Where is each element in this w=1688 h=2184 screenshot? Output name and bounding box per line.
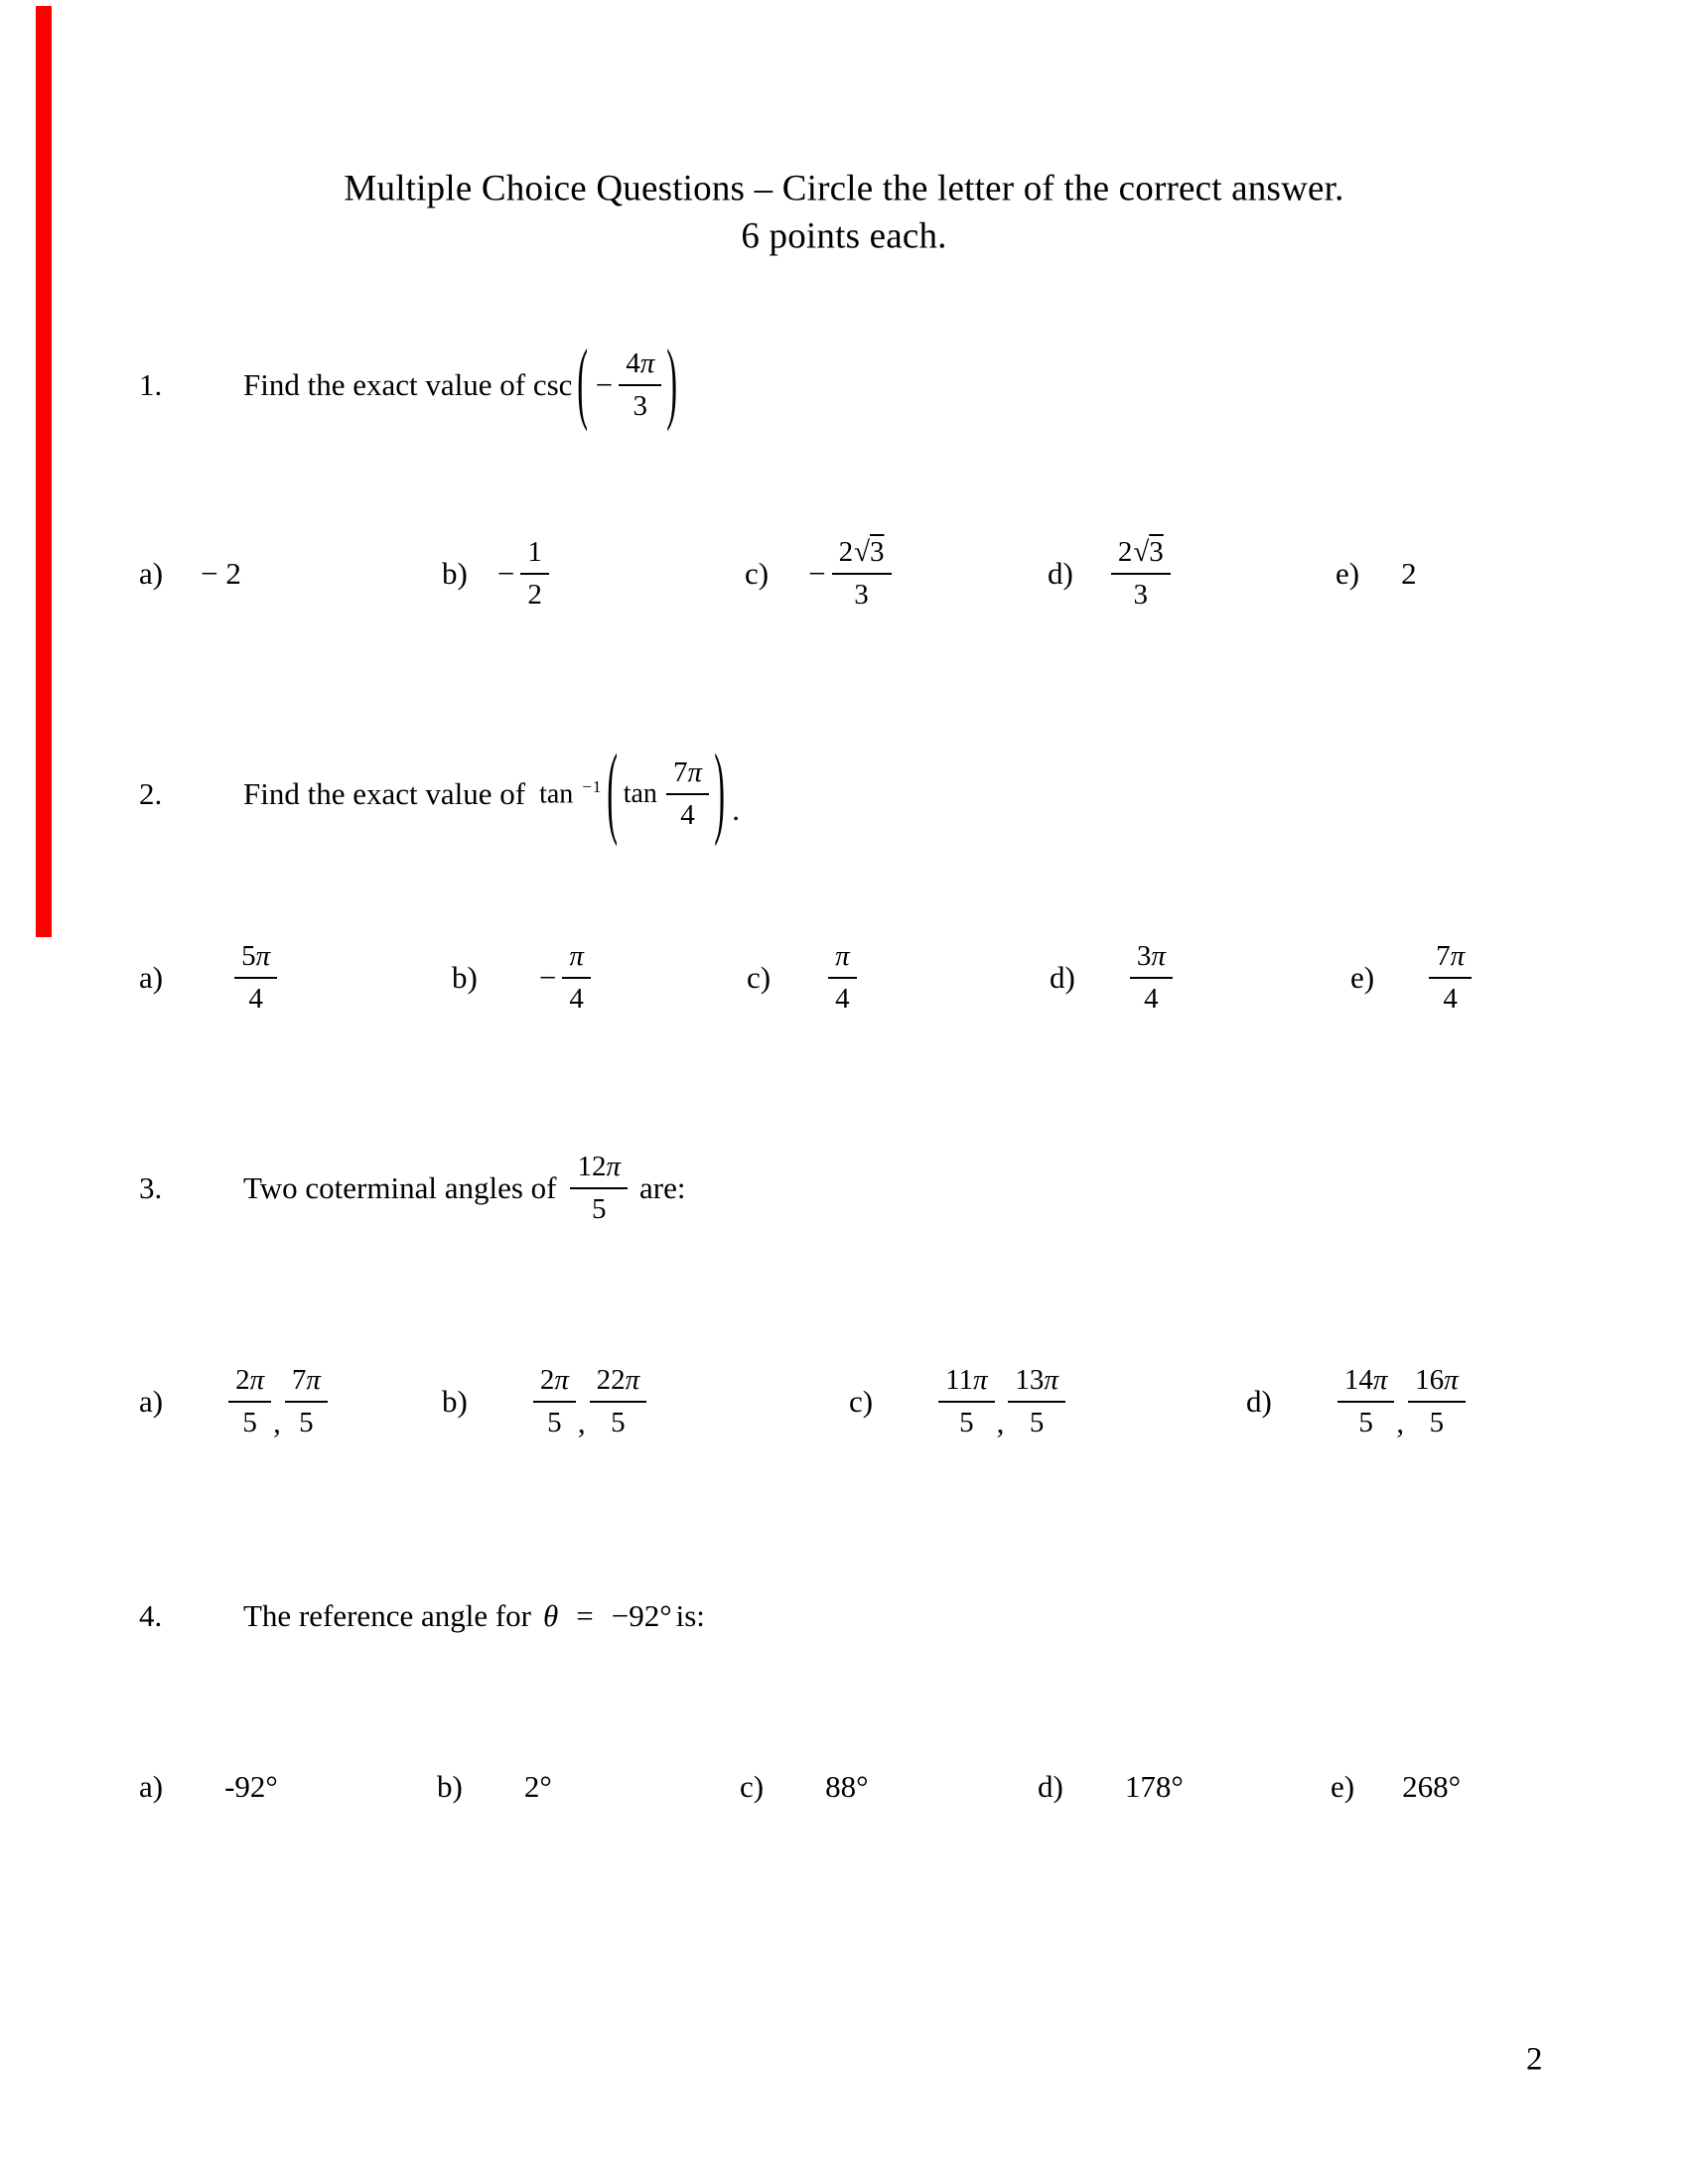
pi-symbol: π <box>687 756 702 788</box>
option-label: d) <box>1246 1384 1272 1419</box>
pi-symbol: π <box>554 1364 569 1396</box>
option-value <box>828 942 857 1014</box>
fraction-denominator: 4 <box>1429 977 1472 1014</box>
fraction-denominator: 5 <box>570 1187 628 1224</box>
comma: , <box>1396 1405 1405 1439</box>
option-1d <box>1048 538 1171 610</box>
option-value: -92° <box>224 1769 278 1804</box>
option-value <box>1111 538 1171 610</box>
option-4a <box>139 1769 278 1805</box>
pi-symbol: π <box>606 1151 622 1182</box>
angle-value: −92° <box>611 1598 672 1633</box>
math-fraction <box>619 349 661 421</box>
fraction-denominator: 4 <box>666 793 709 830</box>
option-value <box>806 538 891 610</box>
equals-sign: = <box>576 1598 594 1633</box>
tan-function: tan <box>623 778 657 809</box>
math-fraction <box>1111 538 1171 610</box>
math-fraction <box>1008 1366 1065 1437</box>
math-fraction <box>1130 942 1173 1014</box>
fraction-denominator: 3 <box>619 384 661 421</box>
option-value <box>1337 1366 1466 1437</box>
option-3d <box>1246 1366 1466 1437</box>
math-fraction <box>228 1366 271 1437</box>
option-label: c) <box>740 1769 765 1804</box>
math-fraction <box>570 1153 628 1224</box>
page-number: 2 <box>1526 2041 1543 2078</box>
math-fraction <box>832 538 892 610</box>
option-label: a) <box>139 960 164 995</box>
minus-sign: − <box>808 556 826 591</box>
option-value <box>1429 942 1472 1014</box>
fraction-numerator: 3 <box>1136 940 1152 972</box>
option-value: 88° <box>825 1769 869 1804</box>
fraction-denominator: 5 <box>1337 1401 1395 1437</box>
option-label: d) <box>1050 960 1075 995</box>
radicand: 3 <box>870 536 885 568</box>
title-line-2: 6 points each. <box>741 215 947 257</box>
fraction-numerator: 5 <box>241 940 256 972</box>
question-4-number: 4. <box>139 1598 163 1633</box>
option-value: − 2 <box>201 556 241 591</box>
radical-icon: √ <box>1133 536 1150 568</box>
option-3b <box>442 1366 646 1437</box>
pi-symbol: π <box>973 1364 988 1396</box>
option-4d <box>1038 1769 1184 1805</box>
fraction-numerator: 13 <box>1015 1364 1045 1396</box>
fraction-denominator: 5 <box>228 1401 271 1437</box>
option-label: b) <box>442 556 468 591</box>
comma: , <box>273 1405 281 1439</box>
math-fraction <box>666 758 709 830</box>
radical-icon: √ <box>854 536 870 568</box>
inverse-tan-function: tan $^{-1}$ <box>539 777 603 810</box>
fraction-denominator: 5 <box>1008 1401 1065 1437</box>
question-4-stem <box>139 1598 705 1634</box>
math-fraction <box>1408 1366 1466 1437</box>
fraction-numerator: 4 <box>626 347 640 379</box>
option-value: 268° <box>1402 1769 1461 1804</box>
pi-symbol: π <box>1372 1364 1388 1396</box>
pi-symbol: π <box>639 347 655 379</box>
question-4-suffix: is: <box>675 1598 705 1633</box>
fraction-numerator: 7 <box>291 1364 307 1396</box>
option-value <box>228 1366 328 1437</box>
option-label: d) <box>1048 556 1073 591</box>
option-value: 2° <box>523 1769 552 1804</box>
option-label: a) <box>139 556 164 591</box>
option-1a <box>139 556 241 592</box>
option-1b <box>442 538 549 610</box>
question-2-number: 2. <box>139 776 163 811</box>
fraction-denominator: 4 <box>1130 977 1173 1014</box>
radicand: 3 <box>1149 536 1164 568</box>
fraction-denominator: 2 <box>520 573 549 610</box>
option-label: e) <box>1350 960 1375 995</box>
period: . <box>732 792 741 827</box>
fraction-denominator: 5 <box>285 1401 328 1437</box>
math-fraction <box>234 942 277 1014</box>
option-value: 178° <box>1124 1769 1184 1804</box>
option-2b <box>452 942 591 1014</box>
fraction-numerator: 7 <box>1436 940 1451 972</box>
fraction-denominator: 3 <box>1111 573 1171 610</box>
question-3-stem <box>139 1153 685 1224</box>
fraction-denominator: 5 <box>533 1401 576 1437</box>
fraction-numerator: 1 <box>527 536 542 568</box>
fraction-numerator: 2 <box>539 1364 555 1396</box>
open-paren: ( <box>607 737 619 849</box>
pi-symbol: π <box>1151 940 1166 972</box>
option-label: d) <box>1038 1769 1063 1804</box>
minus-sign: − <box>496 556 515 591</box>
option-4c <box>740 1769 869 1805</box>
option-label: e) <box>1331 1769 1355 1804</box>
pi-symbol: π <box>249 1364 265 1396</box>
math-fraction <box>533 1366 576 1437</box>
pi-symbol: π <box>625 1364 640 1396</box>
fraction-denominator: 4 <box>234 977 277 1014</box>
minus-sign: − <box>595 367 614 402</box>
inverse-exponent: −1 <box>582 777 603 797</box>
option-value <box>1130 942 1173 1014</box>
math-fraction <box>1337 1366 1395 1437</box>
option-2c <box>747 942 857 1014</box>
option-2d <box>1050 942 1173 1014</box>
question-1-text: Find the exact value of csc <box>243 367 573 402</box>
fraction-denominator: 4 <box>828 977 857 1014</box>
pi-symbol: π <box>255 940 271 972</box>
option-label: c) <box>747 960 772 995</box>
theta-symbol: θ <box>543 1598 559 1633</box>
option-label: b) <box>452 960 478 995</box>
option-label: a) <box>139 1769 164 1804</box>
comma: , <box>996 1405 1005 1439</box>
option-label: b) <box>442 1384 468 1419</box>
question-3-text: Two coterminal angles of <box>243 1170 557 1205</box>
option-value <box>938 1366 1065 1437</box>
pi-symbol: π <box>1450 940 1466 972</box>
question-3-number: 3. <box>139 1170 163 1205</box>
pi-symbol: π <box>569 940 584 972</box>
option-value: 2 <box>1401 556 1417 591</box>
math-fraction <box>938 1366 994 1437</box>
option-label: e) <box>1336 556 1360 591</box>
minus-sign: − <box>538 960 557 995</box>
fraction-numerator: 2 <box>838 536 854 568</box>
option-2a <box>139 942 277 1014</box>
red-margin-mark <box>36 6 52 937</box>
option-label: c) <box>745 556 770 591</box>
fraction-numerator: 14 <box>1343 1364 1373 1396</box>
fraction-numerator: 12 <box>577 1151 607 1182</box>
option-4b <box>437 1769 552 1805</box>
close-paren: ) <box>714 737 726 849</box>
fraction-denominator: 5 <box>1408 1401 1466 1437</box>
pi-symbol: π <box>1444 1364 1459 1396</box>
question-4-text: The reference angle for <box>243 1598 531 1633</box>
math-fraction <box>590 1366 647 1437</box>
pi-symbol: π <box>835 940 850 972</box>
option-label: c) <box>849 1384 874 1419</box>
option-value <box>495 538 549 610</box>
fraction-denominator: 3 <box>832 573 892 610</box>
question-2-stem <box>139 737 741 849</box>
option-2e <box>1350 942 1472 1014</box>
option-1e <box>1336 556 1417 592</box>
fraction-denominator: 4 <box>562 977 591 1014</box>
fraction-denominator: 5 <box>938 1401 994 1437</box>
comma: , <box>577 1405 586 1439</box>
option-value <box>537 942 591 1014</box>
fraction-numerator: 2 <box>1117 536 1133 568</box>
fraction-numerator: 7 <box>672 756 688 788</box>
fraction-denominator: 5 <box>590 1401 647 1437</box>
option-1c <box>745 538 892 610</box>
pi-symbol: π <box>1044 1364 1058 1396</box>
option-3c <box>849 1366 1065 1437</box>
title-line-1: Multiple Choice Questions – Circle the letter of the correct answer. <box>344 168 1344 209</box>
math-fraction <box>1429 942 1472 1014</box>
math-fraction <box>520 538 549 610</box>
question-3-suffix: are: <box>639 1170 686 1205</box>
question-2-text: Find the exact value of <box>243 776 526 811</box>
math-fraction <box>828 942 857 1014</box>
question-1-number: 1. <box>139 367 163 402</box>
pi-symbol: π <box>306 1364 321 1396</box>
close-paren: ) <box>666 334 678 434</box>
fraction-numerator: 16 <box>1415 1364 1445 1396</box>
option-label: a) <box>139 1384 164 1419</box>
option-3a <box>139 1366 328 1437</box>
question-1-stem <box>139 334 683 434</box>
option-value <box>533 1366 646 1437</box>
math-fraction <box>285 1366 328 1437</box>
option-label: b) <box>437 1769 463 1804</box>
fraction-numerator: 22 <box>596 1364 626 1396</box>
math-fraction <box>562 942 591 1014</box>
option-value <box>234 942 277 1014</box>
option-4e <box>1331 1769 1461 1805</box>
open-paren: ( <box>577 334 589 434</box>
fraction-numerator: 2 <box>235 1364 250 1396</box>
fraction-numerator: 11 <box>945 1364 974 1396</box>
